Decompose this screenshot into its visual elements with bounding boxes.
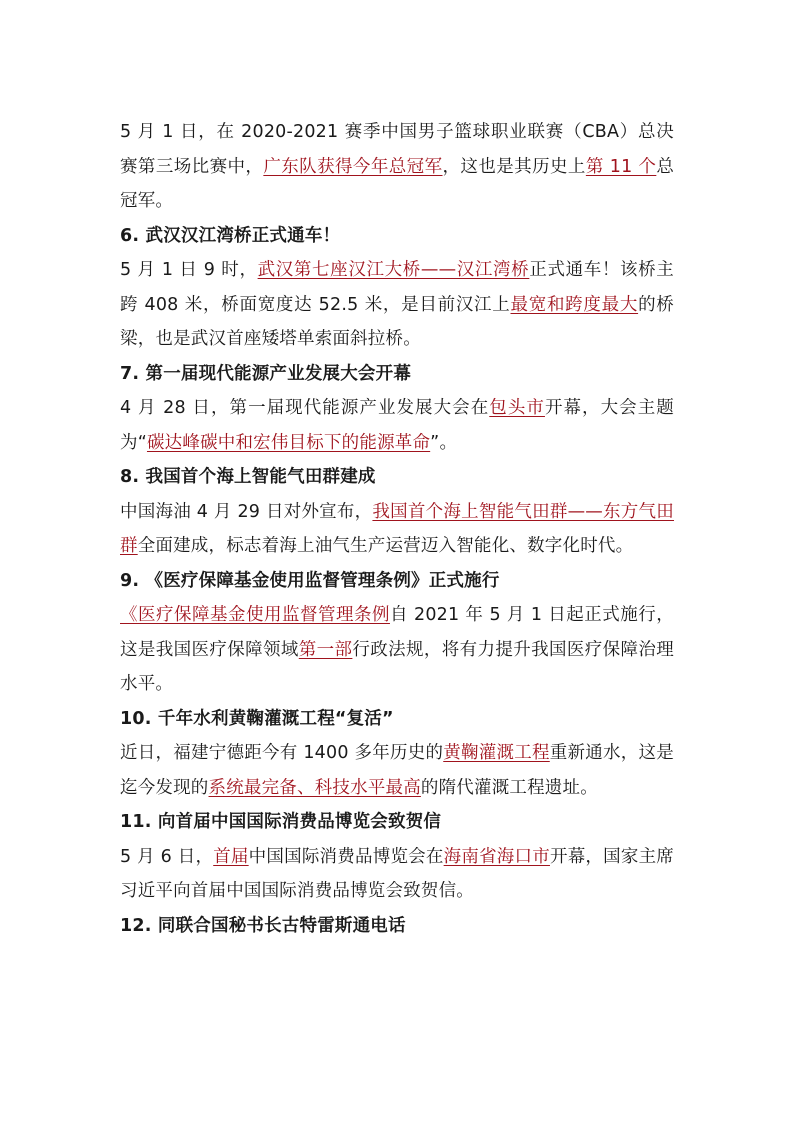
text-segment: 12. 同联合国秘书长古特雷斯通电话 [120,915,406,936]
text-segment: ，这也是其历史上 [442,156,586,177]
highlighted-text: 我国首个海上智能气田群——东方气田群 [120,501,674,556]
section-heading [120,564,674,599]
section-heading [120,219,674,254]
body-paragraph [120,598,674,702]
highlighted-text: 武汉第七座汉江大桥——汉江湾桥 [257,260,530,280]
text-segment: 7. 第一届现代能源产业发展大会开幕 [120,363,412,384]
section-heading [120,460,674,495]
text-segment: 10. 千年水利黄鞠灌溉工程“复活” [120,708,394,729]
body-paragraph [120,391,674,460]
section-heading [120,702,674,737]
highlighted-text: 首届 [213,846,249,867]
text-segment: 自 2021 年 5 月 1 日起正式施行，这是我国医疗保障领域 [120,605,674,660]
text-segment: 6. 武汉汉江湾桥正式通车！ [120,225,341,246]
highlighted-text: 第 11 个 [585,156,657,177]
highlighted-text: 第一部 [298,639,353,660]
highlighted-text: 《医疗保障基金使用监督管理条例 [120,605,390,625]
highlighted-text: 包头市 [489,398,545,418]
text-segment: 开幕，国家主席习近平向首届中国国际消费品博览会致贺信。 [120,846,675,901]
text-segment: 4 月 28 日，第一届现代能源产业发展大会在 [120,398,490,418]
highlighted-text: 系统最完备、科技水平最高 [208,777,421,798]
text-segment: 5 月 1 日，在 2020-2021 赛季中国男子篮球职业联赛（CBA）总决赛第三场比赛中， [120,122,674,177]
text-segment: 开幕，大会主题为“ [120,398,674,453]
text-segment: 的桥梁，也是武汉首座矮塔单索面斜拉桥。 [120,294,675,349]
text-segment: 正式通车！该桥主跨 408 米，桥面宽度达 52.5 米，是目前汉江上 [120,260,675,315]
text-segment: ”。 [430,432,458,453]
section-heading [120,805,674,840]
highlighted-text: 海南省海口市 [443,846,550,867]
text-segment: 中国国际消费品博览会在 [248,846,444,867]
text-segment: 总冠军。 [120,156,675,211]
text-segment: 5 月 1 日 9 时， [120,260,258,280]
highlighted-text: 碳达峰碳中和宏伟目标下的能源革命 [146,432,431,453]
text-segment: 9. 《医疗保障基金使用监督管理条例》正式施行 [120,570,500,591]
body-paragraph [120,840,674,909]
text-segment: 5 月 6 日， [120,846,214,867]
text-segment: 近日，福建宁德距今有 1400 多年历史的 [120,743,444,763]
body-paragraph [120,253,674,357]
text-segment: 11. 向首届中国国际消费品博览会致贺信 [120,812,442,832]
highlighted-text: 最宽和跨度最大 [510,294,639,315]
body-paragraph [120,115,674,219]
text-segment: 的隋代灌溉工程遗址。 [420,777,598,798]
body-paragraph [120,495,674,564]
text-segment: 重新通水，这是迄今发现的 [120,743,674,798]
text-segment: 全面建成，标志着海上油气生产运营迈入智能化、数字化时代。 [137,536,634,556]
highlighted-text: 黄鞠灌溉工程 [443,743,550,763]
highlighted-text: 广东队获得今年总冠军 [263,156,443,177]
text-segment: 中国海油 4 月 29 日对外宣布， [120,501,373,522]
body-paragraph [120,736,674,805]
section-heading [120,909,674,944]
section-heading [120,357,674,392]
text-segment: 行政法规，将有力提升我国医疗保障治理水平。 [120,639,674,694]
text-segment: 8. 我国首个海上智能气田群建成 [120,467,376,487]
